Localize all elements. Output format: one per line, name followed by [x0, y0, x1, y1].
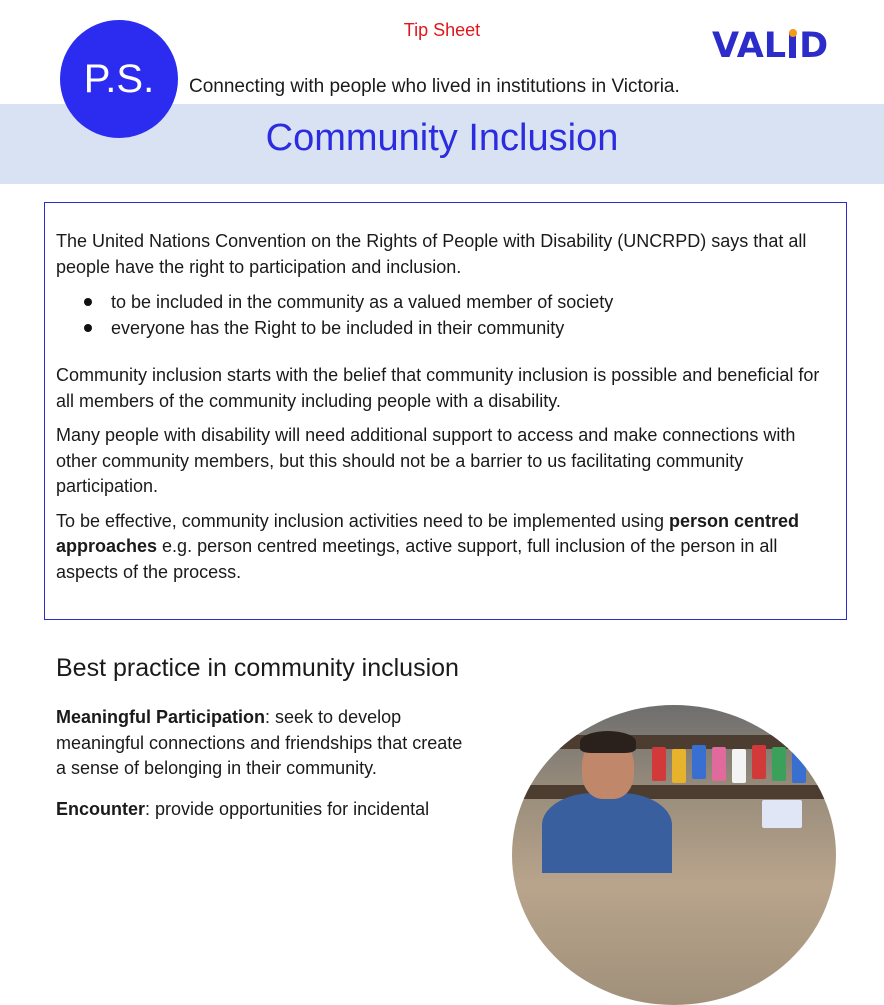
encounter-paragraph: Encounter: provide opportunities for incidental	[56, 799, 430, 819]
rights-list	[56, 289, 835, 341]
belief-paragraph: Community inclusion starts with the belief that community inclusion is possible and beneficial for all members of the community including people with a disability.	[56, 365, 820, 411]
ps-badge	[60, 20, 178, 138]
tip-sheet-label: Tip Sheet	[403, 20, 481, 40]
shop-photo	[512, 705, 836, 1005]
list-item: to be included in the community as a valued member of society	[111, 289, 835, 315]
meaningful-participation-paragraph: Meaningful Participation: seek to develop meaningful connections and friendships that create a sense of belonging in their community.	[56, 707, 463, 778]
intro-box	[44, 202, 847, 620]
list-item: everyone has the Right to be included in their community	[111, 315, 835, 341]
effective-paragraph: To be effective, community inclusion activities need to be implemented using person centred approaches e.g. person centred meetings, active support, full inclusion of the person in all aspects of the process.	[56, 510, 800, 582]
page-title: Community Inclusion	[265, 117, 619, 159]
logo-i-icon	[786, 26, 799, 66]
intro-paragraph: The United Nations Convention on the Rights of People with Disability (UNCRPD) says that all people have the right to participation and inclusion.	[56, 231, 807, 277]
subtitle: Connecting with people who lived in institutions in Victoria.	[189, 76, 680, 97]
best-practice-heading: Best practice in community inclusion	[56, 654, 459, 682]
ps-badge-text: P.S.	[83, 56, 155, 101]
person-centred-emphasis: person centred approaches	[56, 510, 800, 556]
valid-logo: VAL D	[712, 26, 829, 66]
support-paragraph: Many people with disability will need additional support to access and make connections with other community members, but this should not be a barrier to us facilitating community participation.	[56, 425, 796, 496]
